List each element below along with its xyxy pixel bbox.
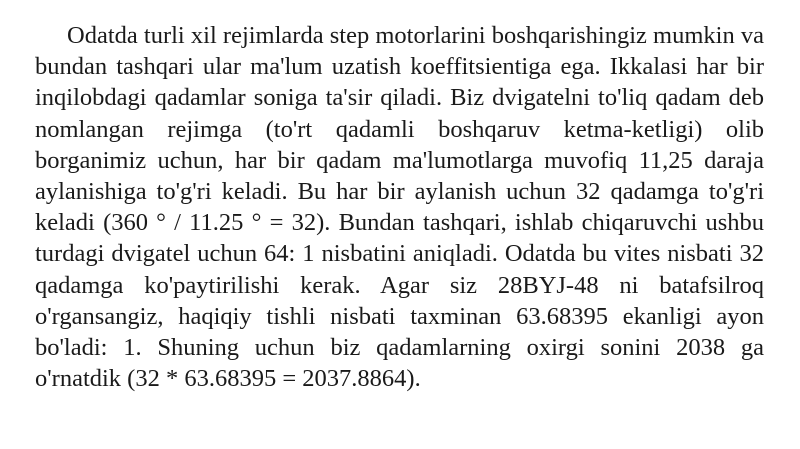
document-page: [35, 20, 764, 394]
body-paragraph: Odatda turli xil rejimlarda step motorlarini boshqarishingiz mumkin va bundan tashqari ular ma'lum uzatish koeffitsientiga ega. Ikkalasi har bir inqilobdagi qadamlar soniga ta'sir qiladi. Biz dvigatelni to'liq qadam deb nomlangan rejimga (to'rt qadamli boshqaruv ketma-ketligi) olib borganimiz uchun, har bir qadam ma'lumotlarga muvofiq 11,25 daraja aylanishiga to'g'ri keladi. Bu har bir aylanish uchun 32 qadamga to'g'ri keladi (360 ° / 11.25 ° = 32). Bundan tashqari, ishlab chiqaruvchi ushbu turdagi dvigatel uchun 64: 1 nisbatini aniqladi. Odatda bu vites nisbati 32 qadamga ko'paytirilishi kerak. Agar siz 28BYJ-48 ni batafsilroq o'rgansangiz, haqiqiy tishli nisbati taxminan 63.68395 ekanligi ayon bo'ladi: 1. Shuning uchun biz qadamlarning oxirgi sonini 2038 ga o'rnatdik (32 * 63.68395 = 2037.8864).: [35, 22, 764, 393]
